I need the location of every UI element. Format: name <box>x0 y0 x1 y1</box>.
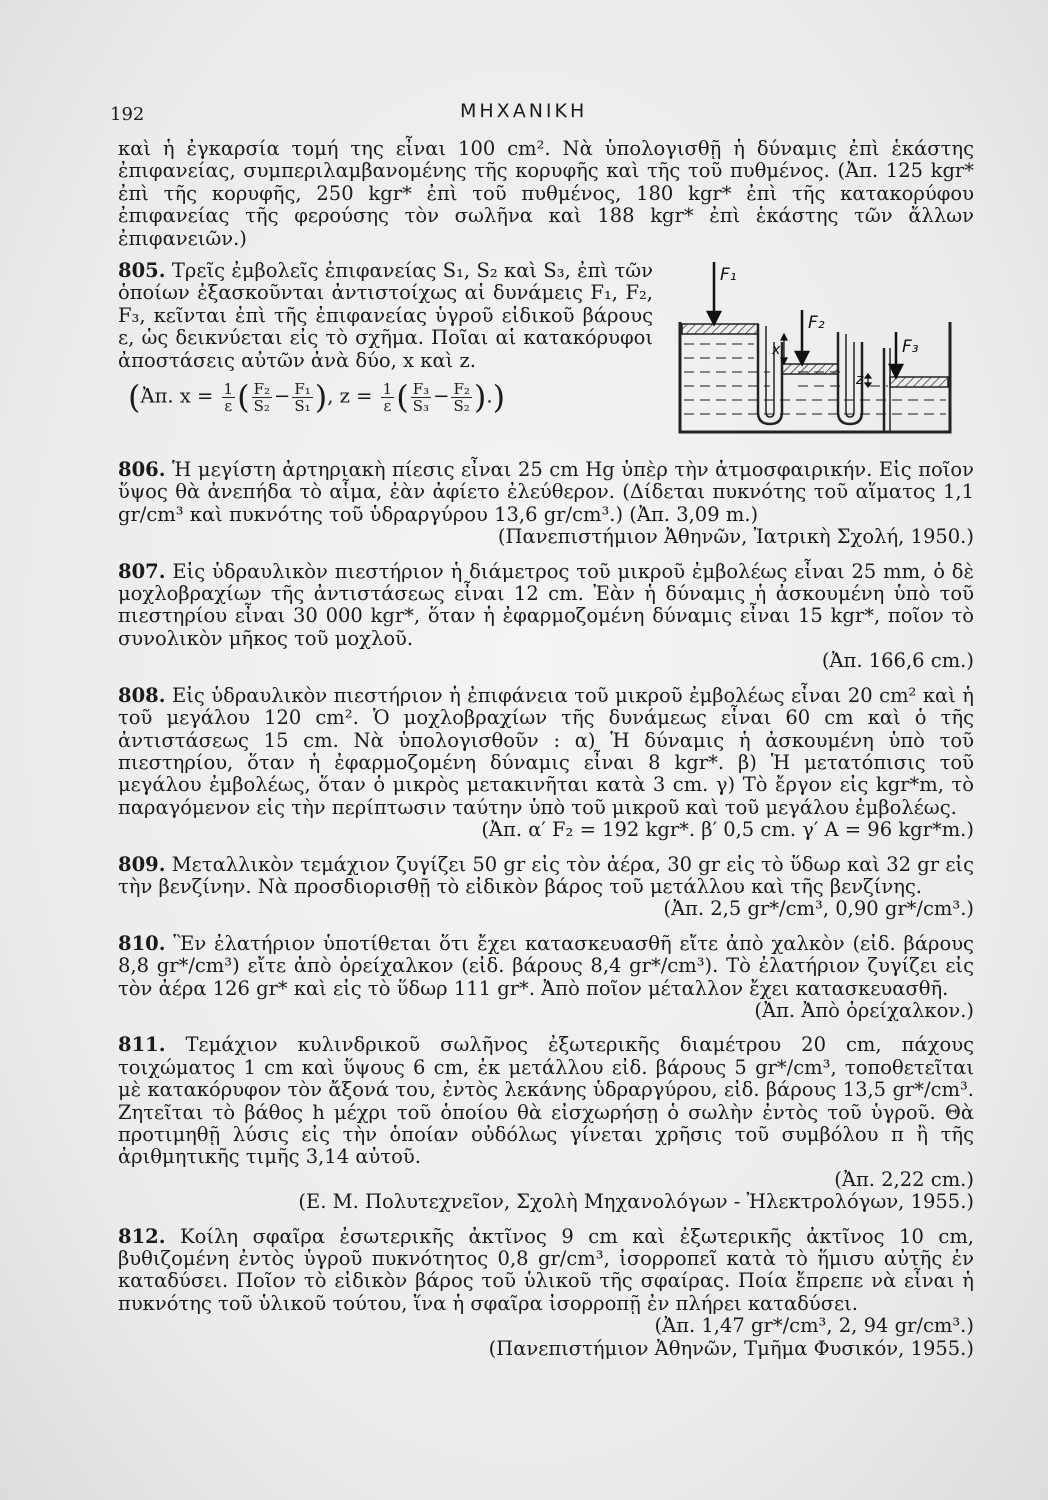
problem-805 <box>118 260 974 447</box>
answer-formula: (Ἀπ. x = $\frac{1}{\varepsilon}$ ( $\frac{\text{F₂}}{\text{S₂}}$ − $\frac{\text{F₁}}{\text{S₁}}$ ), z = $\frac{1}{\varepsilon}$ ( $\frac{\text{F₃}}{\text{S₃}}$ − $\frac{\text{F₂}}{\text{S₂}}$ ).) <box>128 378 506 417</box>
problem-807 <box>118 561 974 673</box>
problem-number: 805. <box>118 259 166 283</box>
problem-number: 808. <box>118 683 166 707</box>
problem-text: Τρεῖς ἐμβολεῖς ἐπιφανείας S₁, S₂ καὶ S₃, ἐπὶ τῶν ὁποίων ἐξασκοῦνται ἀντιστοίχως αἱ δυνάμεις F₁, F₂, F₃, κεῖνται ἐπὶ τῆς ἐπιφανείας ὑγροῦ εἰδικοῦ βάρους ε, ὡς δεικνύεται εἰς τὸ σχῆμα. Ποῖαι αἱ κατακόρυφοι ἀποστάσεις αὐτῶν ἀνὰ δύο, x καὶ z. <box>118 259 653 372</box>
problem-text: Ἡ μεγίστη ἀρτηριακὴ πίεσις εἶναι 25 cm Hg ὑπὲρ τὴν ἀτμοσφαιρικήν. Εἰς ποῖον ὕψος θὰ ἀνεπήδα τὸ αἷμα, ἐὰν ἀφίετο ἐλεύθερον. (Δίδεται πυκνότης τοῦ αἵματος 1,1 gr/cm³ καὶ πυκνότης τοῦ ὑδραργύρου 13,6 gr/cm³.) (Ἀπ. 3,09 m.) <box>118 458 974 526</box>
problem-number: 811. <box>118 1033 166 1057</box>
problem-812 <box>118 1226 974 1360</box>
problem-text: Τεμάχιον κυλινδρικοῦ σωλῆνος ἐξωτερικῆς διαμέτρου 20 cm, πάχους τοιχώματος 1 cm καὶ ὕψους 6 cm, ἐκ μετάλλου εἰδ. βάρους 5 gr*/cm³, τοποθετεῖται μὲ κατακόρυφον τὸν ἄξονά του, ἐντὸς λεκάνης ὑδραργύρου, εἰδ. βάρους 13,5 gr*/cm³. Ζητεῖται τὸ βάθος h μέχρι τοῦ ὁποίου θὰ εἰσχωρήσῃ ὁ σωλὴν ἐντὸς τοῦ ὑγροῦ. Θὰ προτιμηθῇ λύσις εἰς τὴν ὁποίαν οὐδόλως γίνεται χρῆσις τοῦ συμβόλου π ἢ τῆς ἀριθμητικῆς τιμῆς 3,14 αὐτοῦ. <box>118 1033 974 1169</box>
problem-answer: (Ἀπ. 2,5 gr*/cm³, 0,90 gr*/cm³.) <box>663 897 974 921</box>
problem-811 <box>118 1034 974 1213</box>
continued-text: καὶ ἡ ἐγκαρσία τομή της εἶναι 100 cm². Νὰ ὑπολογισθῇ ἡ δύναμις ἐπὶ ἑκάστης ἐπιφανείας, συμπεριλαμβανομένης τῆς κορυφῆς καὶ τῆς τοῦ πυθμένος. (Ἀπ. 125 kgr* ἐπὶ τῆς κορυφῆς, 250 kgr* ἐπὶ τοῦ πυθμένος, 180 kgr* ἐπὶ τῆς κατακορύφου ἐπιφανείας τῆς φερούσης τὸν σωλῆνα καὶ 188 kgr* ἐπὶ ἑκάστης τῶν ἄλλων ἐπιφανειῶν.) <box>118 137 974 250</box>
problem-809 <box>118 854 974 921</box>
piston-s1 <box>682 324 758 334</box>
running-title: ΜΗΧΑΝΙΚΗ <box>460 100 588 122</box>
problem-810 <box>118 933 974 1023</box>
page-content <box>118 138 974 1372</box>
label-f2: F₂ <box>808 313 825 334</box>
problem-answer: (Ἀπ. α′ F₂ = 192 kgr*. β′ 0,5 cm. γ′ A = 96 kgr*m.) <box>481 818 974 842</box>
problem-text: Εἰς ὑδραυλικὸν πιεστήριον ἡ ἐπιφάνεια τοῦ μικροῦ ἐμβολέως εἶναι 20 cm² καὶ ἡ τοῦ μεγάλου 120 cm². Ὁ μοχλοβραχίων τῆς δυνάμεως εἶναι 60 cm καὶ ὁ τῆς ἀντιστάσεως 15 cm. Νὰ ὑπολογισθοῦν : α) Ἡ δύναμις ἡ ἀσκουμένη ὑπὸ τοῦ πιεστηρίου, ὅταν ἡ ἐφαρμοζομένη δύναμις εἶναι 8 kgr*. β) Ἡ μετατόπισις τοῦ μεγάλου ἐμβολέως, ὅταν ὁ μικρὸς μετακινῆται κατὰ 3 cm. γ) Τὸ ἔργον εἰς kgr*m, τὸ παραγόμενον εἰς τὴν περίπτωσιν ταύτην ὑπὸ τοῦ μικροῦ καὶ τοῦ μεγάλου ἐμβολέως. <box>118 683 974 819</box>
label-f1: F₁ <box>720 265 737 286</box>
hydraulic-pistons-figure <box>674 252 974 447</box>
label-f3: F₃ <box>902 337 919 358</box>
problem-number: 807. <box>118 559 166 583</box>
u-tube-1 <box>758 324 782 424</box>
problem-text: Ἓν ἐλατήριον ὑποτίθεται ὅτι ἔχει κατασκευασθῆ εἴτε ἀπὸ χαλκὸν (εἰδ. βάρους 8,8 gr*/cm³) εἴτε ἀπὸ ὀρείχαλκον (εἰδ. βάρους 8,4 gr*/cm³). Τὸ ἐλατήριον ζυγίζει εἰς τὸν ἀέρα 126 gr* καὶ εἰς τὸ ὕδωρ 111 gr*. Ἀπὸ ποῖον μέταλλον ἔχει κατασκευασθῆ. <box>118 931 974 1000</box>
problem-source: (Πανεπιστήμιον Ἀθηνῶν, Τμῆμα Φυσικόν, 1955.) <box>488 1336 974 1360</box>
problem-number: 812. <box>118 1224 166 1248</box>
problem-808 <box>118 685 974 842</box>
problem-number: 806. <box>118 458 166 482</box>
problem-number: 810. <box>118 931 166 955</box>
label-x: x <box>772 342 781 359</box>
problem-answer: (Ἀπ. 166,6 cm.) <box>821 649 974 673</box>
problem-source: (Πανεπιστήμιον Ἀθηνῶν, Ἰατρικὴ Σχολή, 1950.) <box>497 525 974 549</box>
problem-number: 809. <box>118 852 166 876</box>
problem-806 <box>118 459 974 549</box>
piston-s3 <box>890 377 948 387</box>
problem-source: (Ε. Μ. Πολυτεχνεῖον, Σχολὴ Μηχανολόγων - Ἠλεκτρολόγων, 1955.) <box>298 1190 974 1214</box>
problem-text: Κοίλη σφαῖρα ἐσωτερικῆς ἀκτῖνος 9 cm καὶ ἐξωτερικῆς ἀκτῖνος 10 cm, βυθιζομένη ἐντὸς ὑγροῦ πυκνότητος 0,8 gr/cm³, ἰσορροπεῖ κατὰ τὸ ἥμισυ αὐτῆς ἐν καταδύσει. Ποῖον τὸ εἰδικὸν βάρος τοῦ ὑλικοῦ τῆς σφαίρας. Ποία ἔπρεπε νὰ εἶναι ἡ πυκνότης τοῦ ὑλικοῦ τούτου, ἵνα ἡ σφαῖρα ἰσορροπῇ ἐν πλήρει καταδύσει. <box>118 1224 975 1315</box>
problem-answer: (Ἀπ. Ἀπὸ ὀρείχαλκον.) <box>754 998 974 1022</box>
page-header <box>0 100 1048 130</box>
problem-answer: (Ἀπ. 2,22 cm.) <box>834 1167 974 1191</box>
label-z: z <box>856 372 864 389</box>
problem-answer: (Ἀπ. 1,47 gr*/cm³, 2, 94 gr/cm³.) <box>654 1314 974 1338</box>
problem-text: Εἰς ὑδραυλικὸν πιεστήριον ἡ διάμετρος τοῦ μικροῦ ἐμβολέως εἶναι 25 mm, ὁ δὲ μοχλοβραχίων τῆς ἀντιστάσεως εἶναι 12 cm. Ἐὰν ἡ δύναμις ἡ ἀσκουμένη ὑπὸ τοῦ πιεστηρίου εἶναι 30 000 kgr*, ὅταν ἡ ἐφαρμοζομένη δύναμις εἶναι 15 kgr*, ποῖον τὸ συνολικὸν μῆκος τοῦ μοχλοῦ. <box>118 559 974 650</box>
problem-text: Μεταλλικὸν τεμάχιον ζυγίζει 50 gr εἰς τὸν ἀέρα, 30 gr εἰς τὸ ὕδωρ καὶ 32 gr εἰς τὴν βενζίνην. Νὰ προσδιορισθῇ τὸ εἰδικὸν βάρος τοῦ μετάλλου καὶ τῆς βενζίνης. <box>118 852 974 898</box>
page-number: 192 <box>110 104 145 125</box>
piston-s2 <box>782 364 838 374</box>
